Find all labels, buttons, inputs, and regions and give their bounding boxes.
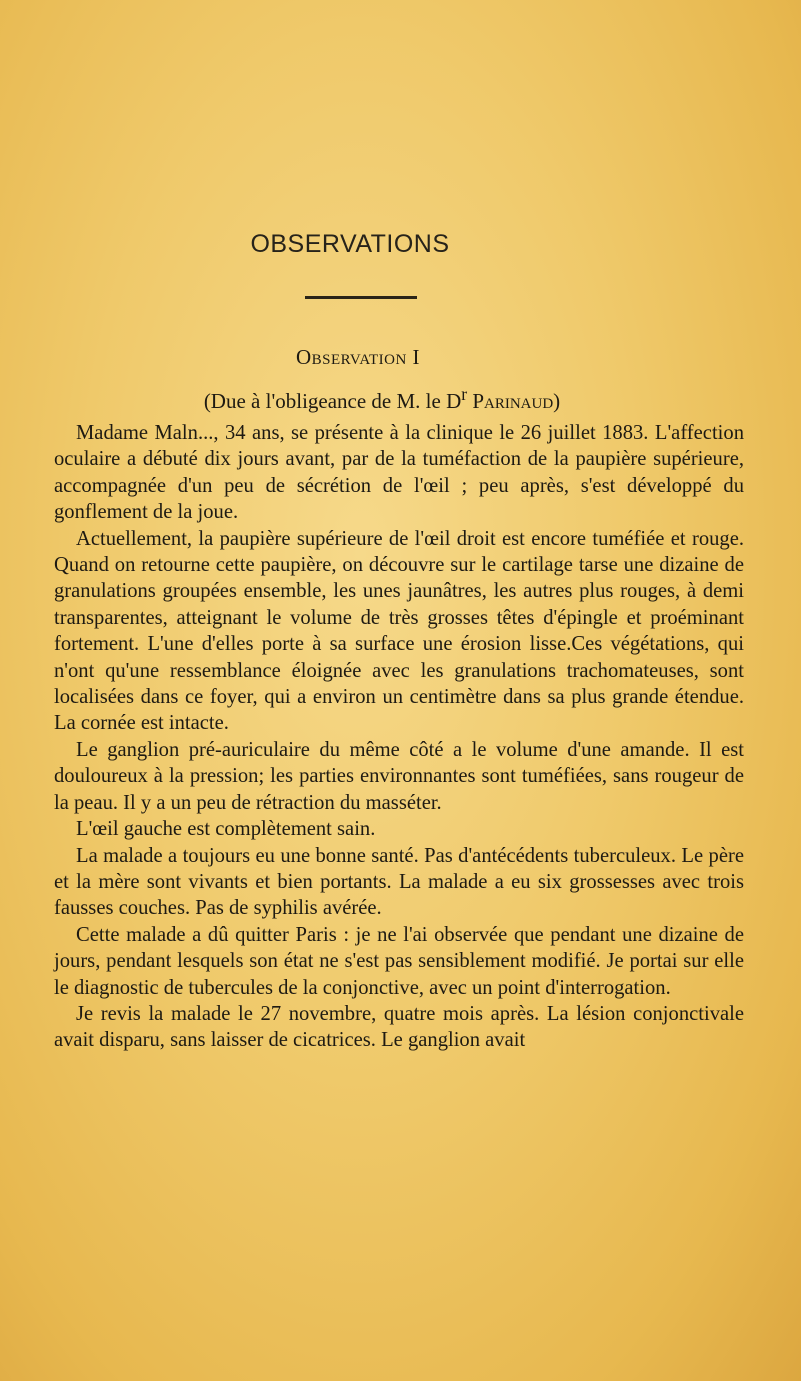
section-title: OBSERVATIONS xyxy=(250,230,450,258)
source-superscript: r xyxy=(461,384,468,404)
observation-heading: Observation I xyxy=(295,345,421,369)
paragraph-5: La malade a toujours eu une bonne santé. Pas d'antécédents tuberculeux. Le père et la mère sont vivants et bien portants. La malade a eu six grossesses avec trois fausses couches. Pas de syphilis avérée. xyxy=(54,844,744,920)
title-rule xyxy=(305,296,417,299)
source-prefix: (Due à l'obligeance de M. le D xyxy=(203,389,462,413)
source-name: Parinaud xyxy=(472,389,554,413)
paragraph-4: L'œil gauche est complètement sain. xyxy=(76,818,376,841)
observation-body xyxy=(54,420,744,1054)
source-suffix: ) xyxy=(553,389,561,413)
paragraph-1: Madame Maln..., 34 ans, se présente à la clinique le 26 juillet 1883. L'affection oculaire a débuté dix jours avant, par de la tuméfaction de la paupière supérieure, accompagnée d'un peu de sécrétion de l'œil ; peu après, s'est développé du gonflement de la joue. xyxy=(54,422,744,524)
observation-source xyxy=(0,384,764,414)
paragraph-3: Le ganglion pré-auriculaire du même côté a le volume d'une amande. Il est douloureux à la pression; les parties environnantes sont tuméfiées, sans rougeur de la peau. Il y a un peu de rétraction du masséter. xyxy=(54,738,744,814)
paragraph-7: Je revis la malade le 27 novembre, quatre mois après. La lésion conjonctivale avait disparu, sans laisser de cicatrices. Le ganglion avait xyxy=(54,1002,744,1052)
paragraph-2: Actuellement, la paupière supérieure de l'œil droit est encore tuméfiée et rouge. Quand on retourne cette paupière, on découvre sur le cartilage tarse une dizaine de granulations groupées ensemble, les unes jaunâtres, les autres plus rouges, à demi transparentes, atteignant le volume de très grosses têtes d'épingle et proéminant fortement. L'une d'elles porte à sa surface une érosion lisse.Ces végétations, qui n'ont qu'une ressemblance éloignée avec les granulations trachomateuses, sont localisées dans ce foyer, qui a environ un centimètre dans sa plus grande étendue. La cornée est intacte. xyxy=(54,527,744,735)
paragraph-6: Cette malade a dû quitter Paris : je ne l'ai observée que pendant une dizaine de jours, pendant lesquels son état ne s'est pas sensiblement modifié. Je portai sur elle le diagnostic de tubercules de la conjonctive, avec un point d'interrogation. xyxy=(54,923,744,999)
